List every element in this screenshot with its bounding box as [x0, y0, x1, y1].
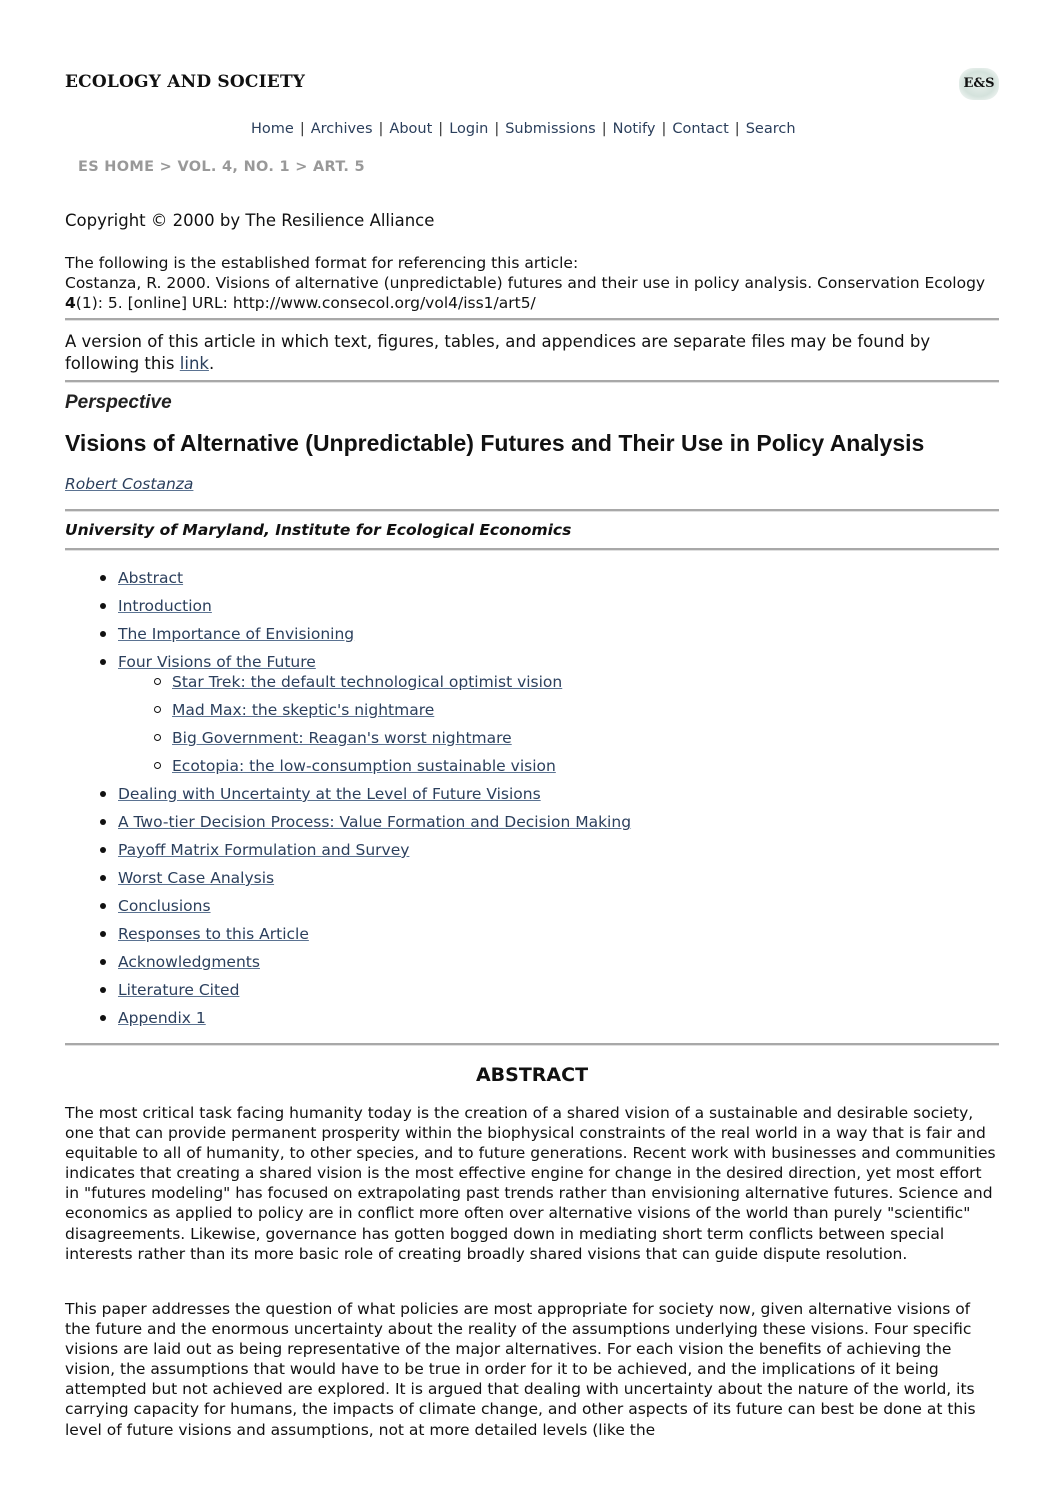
- nav-separator: |: [661, 121, 667, 137]
- author-affiliation: University of Maryland, Institute for Ecological Economics: [65, 521, 572, 539]
- toc-link-appendix-1[interactable]: Appendix 1: [118, 1009, 206, 1027]
- top-navigation: [251, 121, 796, 137]
- toc-subitem: [65, 756, 631, 784]
- citation-post: (1): 5. [online] URL: http://www.consecol.org/vol4/iss1/art5/: [75, 294, 536, 312]
- journal-masthead[interactable]: ECOLOGY AND SOCIETY: [65, 72, 306, 92]
- divider: [65, 380, 999, 383]
- abstract-heading: ABSTRACT: [475, 1064, 589, 1086]
- toc-link-worst-case[interactable]: Worst Case Analysis: [118, 869, 275, 887]
- toc-link-ecotopia[interactable]: Ecotopia: the low-consumption sustainable vision: [172, 757, 556, 775]
- nav-submissions[interactable]: Submissions: [505, 121, 596, 137]
- article-type: Perspective: [65, 392, 172, 413]
- citation-volume: 4: [65, 294, 76, 312]
- toc-link-responses[interactable]: Responses to this Article: [118, 925, 309, 943]
- toc-subitem: [65, 700, 631, 728]
- nav-contact[interactable]: Contact: [672, 121, 729, 137]
- citation-text: [65, 273, 999, 313]
- toc-item: [65, 952, 631, 980]
- nav-separator: |: [601, 121, 607, 137]
- toc-link-importance-of-envisioning[interactable]: The Importance of Envisioning: [118, 625, 355, 643]
- journal-logo[interactable]: [959, 68, 999, 100]
- nav-separator: |: [438, 121, 444, 137]
- nav-archives[interactable]: Archives: [310, 121, 373, 137]
- toc-item: [65, 868, 631, 896]
- toc-link-dealing-with-uncertainty[interactable]: Dealing with Uncertainty at the Level of Future Visions: [118, 785, 541, 803]
- toc-item: [65, 624, 631, 652]
- nav-notify[interactable]: Notify: [612, 121, 656, 137]
- nav-separator: |: [734, 121, 740, 137]
- toc-link-payoff-matrix[interactable]: Payoff Matrix Formulation and Survey: [118, 841, 410, 859]
- divider: [65, 1043, 999, 1046]
- divider: [65, 509, 999, 512]
- toc-link-four-visions[interactable]: Four Visions of the Future: [118, 653, 316, 671]
- toc-link-acknowledgments[interactable]: Acknowledgments: [118, 953, 260, 971]
- nav-separator: |: [494, 121, 500, 137]
- toc-item: [65, 784, 631, 812]
- toc-item: [65, 980, 631, 1008]
- toc-subitem: [65, 672, 631, 700]
- toc-link-two-tier-decision[interactable]: A Two-tier Decision Process: Value Formation and Decision Making: [118, 813, 632, 831]
- nav-about[interactable]: About: [389, 121, 433, 137]
- article-title: Visions of Alternative (Unpredictable) Futures and Their Use in Policy Analysis: [65, 430, 925, 456]
- toc-link-star-trek[interactable]: Star Trek: the default technological optimist vision: [172, 673, 563, 691]
- version-note: [65, 331, 999, 375]
- toc-link-mad-max[interactable]: Mad Max: the skeptic's nightmare: [172, 701, 435, 719]
- separate-files-link[interactable]: link: [179, 354, 209, 373]
- divider: [65, 318, 999, 321]
- logo-text: E&S: [963, 76, 995, 91]
- toc-item: [65, 1008, 631, 1036]
- nav-home[interactable]: Home: [251, 121, 294, 137]
- table-of-contents: [65, 568, 631, 1036]
- toc-item: [65, 568, 631, 596]
- toc-link-literature-cited[interactable]: Literature Cited: [118, 981, 240, 999]
- author-link[interactable]: Robert Costanza: [65, 475, 194, 493]
- abstract-paragraph: This paper addresses the question of what policies are most appropriate for society now, given alternative visions of the future and the enormous uncertainty about the reality of the assumptions underlying these visions. Four specific visions are laid out as being representative of the major alternatives. For each vision the benefits of achieving the vision, the assumptions that would have to be true in order for it to be achieved, and the implications of it being attempted but not achieved are explored. It is argued that dealing with uncertainty about the nature of the world, its carrying capacity for humans, the impacts of climate change, and other aspects of its future can best be done at this level of future visions and assumptions, not at more detailed levels (like the: [65, 1300, 976, 1439]
- toc-item: [65, 896, 631, 924]
- toc-item: [65, 840, 631, 868]
- citation-pre: Costanza, R. 2000. Visions of alternative (unpredictable) futures and their use in policy analysis. Conservation Ecology: [65, 274, 986, 292]
- nav-separator: |: [299, 121, 305, 137]
- breadcrumb[interactable]: ES HOME > VOL. 4, NO. 1 > ART. 5: [78, 159, 365, 175]
- toc-link-abstract[interactable]: Abstract: [118, 569, 184, 587]
- toc-subitem: [65, 728, 631, 756]
- author-name: [65, 475, 193, 493]
- version-note-end: .: [208, 354, 215, 373]
- toc-item: [65, 596, 631, 624]
- nav-search[interactable]: Search: [745, 121, 796, 137]
- toc-link-big-government[interactable]: Big Government: Reagan's worst nightmare: [172, 729, 512, 747]
- citation-block: [65, 253, 999, 313]
- nav-login[interactable]: Login: [449, 121, 489, 137]
- toc-link-introduction[interactable]: Introduction: [118, 597, 212, 615]
- citation-intro: The following is the established format for referencing this article:: [65, 254, 579, 272]
- version-note-text: A version of this article in which text, figures, tables, and appendices are separate files may be found by following this: [65, 332, 931, 373]
- toc-item: [65, 812, 631, 840]
- toc-item: [65, 924, 631, 952]
- nav-separator: |: [378, 121, 384, 137]
- abstract-paragraph: The most critical task facing humanity today is the creation of a shared vision of a sustainable and desirable society, one that can provide permanent prosperity within the biophysical constraints of the real world in a way that is fair and equitable to all of humanity, to other species, and to future generations. Recent work with businesses and communities indicates that creating a shared vision is the most effective engine for change in the desired direction, yet most effort in "futures modeling" has focused on extrapolating past trends rather than envisioning alternative futures. Science and economics as applied to policy are in conflict more often over alternative visions of the world than purely "scientific" disagreements. Likewise, governance has gotten bogged down in mediating short term conflicts between special interests rather than its more basic role of creating broadly shared visions that can guide dispute resolution.: [65, 1104, 996, 1263]
- copyright-notice: Copyright © 2000 by The Resilience Alliance: [65, 211, 435, 230]
- toc-link-conclusions[interactable]: Conclusions: [118, 897, 211, 915]
- divider: [65, 548, 999, 551]
